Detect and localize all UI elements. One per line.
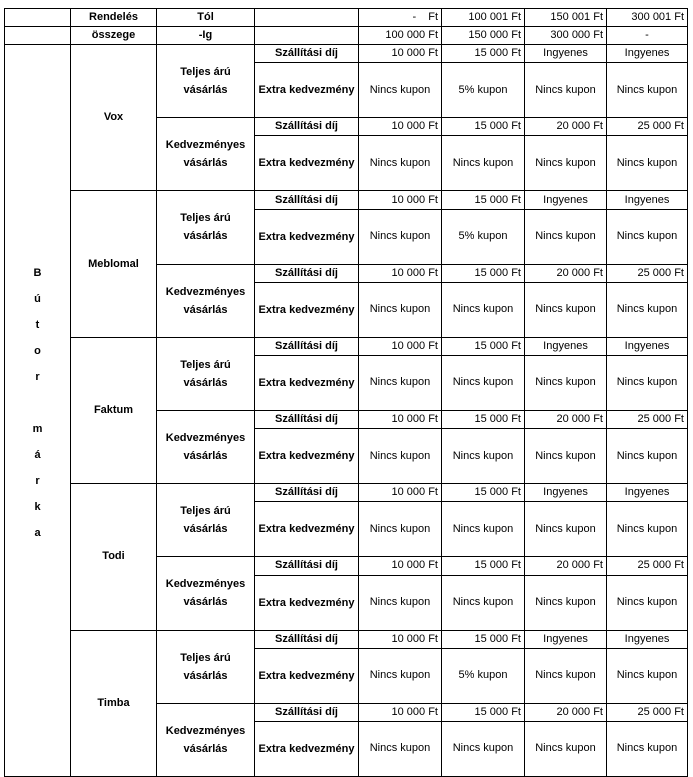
header-empty-cell: [5, 9, 71, 27]
extra-discount-value: Nincs kupon: [607, 429, 688, 484]
extra-discount-value: Nincs kupon: [442, 502, 525, 557]
shipping-fee-label: Szállítási díj: [255, 45, 359, 63]
header-empty-cell: [255, 9, 359, 27]
shipping-fee-value: Ingyenes: [607, 337, 688, 355]
side-label-letter: a: [34, 527, 41, 540]
extra-discount-value: Nincs kupon: [525, 575, 607, 630]
extra-discount-value: Nincs kupon: [359, 136, 442, 191]
extra-discount-value: Nincs kupon: [359, 63, 442, 118]
shipping-fee-value: 20 000 Ft: [525, 264, 607, 282]
extra-discount-value: Nincs kupon: [607, 575, 688, 630]
extra-discount-value: Nincs kupon: [607, 282, 688, 337]
shipping-fee-label: Szállítási díj: [255, 557, 359, 575]
header-to-label: -Ig: [157, 27, 255, 45]
shipping-fee-value: Ingyenes: [607, 191, 688, 209]
extra-discount-value: Nincs kupon: [525, 209, 607, 264]
pricing-table: [4, 8, 688, 777]
shipping-fee-value: 10 000 Ft: [359, 337, 442, 355]
shipping-fee-value: 10 000 Ft: [359, 264, 442, 282]
brand-row: [5, 191, 688, 209]
extra-discount-label: Extra kedvezmény: [255, 282, 359, 337]
shipping-fee-value: Ingyenes: [525, 484, 607, 502]
side-label-letter: o: [34, 345, 41, 358]
purchase-type-discounted: Kedvezményes vásárlás: [157, 118, 255, 191]
extra-discount-value: Nincs kupon: [359, 575, 442, 630]
extra-discount-value: Nincs kupon: [442, 721, 525, 776]
purchase-type-full-price: Teljes árú vásárlás: [157, 630, 255, 703]
side-label-letter: r: [35, 475, 40, 488]
extra-discount-value: Nincs kupon: [359, 648, 442, 703]
brand-name: Faktum: [71, 337, 157, 483]
header-from-label: Tól: [157, 9, 255, 27]
extra-discount-value: Nincs kupon: [442, 356, 525, 411]
shipping-fee-label: Szállítási díj: [255, 337, 359, 355]
shipping-fee-value: 10 000 Ft: [359, 630, 442, 648]
side-label-letter: ú: [34, 293, 41, 306]
side-label-letter: á: [34, 449, 41, 462]
header-to-value: 300 000 Ft: [525, 27, 607, 45]
purchase-type-full-price: Teljes árú vásárlás: [157, 337, 255, 410]
extra-discount-value: Nincs kupon: [442, 282, 525, 337]
shipping-fee-label: Szállítási díj: [255, 118, 359, 136]
shipping-fee-value: 15 000 Ft: [442, 337, 525, 355]
shipping-fee-value: Ingyenes: [607, 45, 688, 63]
extra-discount-value: Nincs kupon: [525, 356, 607, 411]
extra-discount-label: Extra kedvezmény: [255, 721, 359, 776]
header-to-value: 150 000 Ft: [442, 27, 525, 45]
extra-discount-value: Nincs kupon: [359, 502, 442, 557]
extra-discount-value: Nincs kupon: [359, 356, 442, 411]
shipping-fee-value: 15 000 Ft: [442, 703, 525, 721]
brand-row: [5, 337, 688, 355]
extra-discount-value: Nincs kupon: [525, 502, 607, 557]
extra-discount-value: 5% kupon: [442, 63, 525, 118]
side-label-letter: m: [32, 423, 43, 436]
extra-discount-label: Extra kedvezmény: [255, 502, 359, 557]
shipping-fee-value: 25 000 Ft: [607, 410, 688, 428]
header-from-value: 300 001 Ft: [607, 9, 688, 27]
shipping-fee-value: 25 000 Ft: [607, 557, 688, 575]
header-to-value: -: [607, 27, 688, 45]
extra-discount-value: Nincs kupon: [607, 209, 688, 264]
purchase-type-discounted: Kedvezményes vásárlás: [157, 264, 255, 337]
shipping-fee-value: 10 000 Ft: [359, 484, 442, 502]
shipping-fee-value: 15 000 Ft: [442, 264, 525, 282]
extra-discount-label: Extra kedvezmény: [255, 63, 359, 118]
extra-discount-value: Nincs kupon: [442, 136, 525, 191]
extra-discount-value: 5% kupon: [442, 209, 525, 264]
shipping-fee-value: Ingyenes: [525, 191, 607, 209]
shipping-fee-value: 10 000 Ft: [359, 557, 442, 575]
extra-discount-value: Nincs kupon: [442, 429, 525, 484]
purchase-type-discounted: Kedvezményes vásárlás: [157, 557, 255, 630]
header-from-value: 150 001 Ft: [525, 9, 607, 27]
brand-name: Todi: [71, 484, 157, 630]
header-from-value: - Ft: [359, 9, 442, 27]
purchase-type-full-price: Teljes árú vásárlás: [157, 191, 255, 264]
side-label-letter: t: [35, 319, 40, 332]
header-empty-cell: [255, 27, 359, 45]
header-empty-cell: [5, 27, 71, 45]
extra-discount-label: Extra kedvezmény: [255, 575, 359, 630]
side-label-letter: [8, 397, 67, 410]
shipping-fee-value: Ingyenes: [525, 337, 607, 355]
extra-discount-value: Nincs kupon: [359, 209, 442, 264]
extra-discount-label: Extra kedvezmény: [255, 356, 359, 411]
shipping-fee-value: 15 000 Ft: [442, 118, 525, 136]
shipping-fee-value: 20 000 Ft: [525, 557, 607, 575]
shipping-fee-value: Ingyenes: [525, 630, 607, 648]
extra-discount-value: Nincs kupon: [525, 136, 607, 191]
shipping-fee-label: Szállítási díj: [255, 191, 359, 209]
shipping-fee-value: 25 000 Ft: [607, 118, 688, 136]
header-order-label-2: összege: [71, 27, 157, 45]
shipping-fee-value: 10 000 Ft: [359, 410, 442, 428]
purchase-type-full-price: Teljes árú vásárlás: [157, 45, 255, 118]
brand-row: [5, 45, 688, 63]
purchase-type-discounted: Kedvezményes vásárlás: [157, 410, 255, 483]
shipping-fee-value: 20 000 Ft: [525, 118, 607, 136]
shipping-fee-value: 15 000 Ft: [442, 45, 525, 63]
extra-discount-value: Nincs kupon: [525, 721, 607, 776]
side-label-letter: r: [35, 371, 40, 384]
shipping-fee-value: 15 000 Ft: [442, 410, 525, 428]
extra-discount-value: Nincs kupon: [607, 356, 688, 411]
extra-discount-value: Nincs kupon: [359, 282, 442, 337]
extra-discount-value: Nincs kupon: [525, 429, 607, 484]
shipping-fee-value: Ingyenes: [607, 630, 688, 648]
side-label-letter: B: [33, 267, 42, 280]
header-row-from: [5, 9, 688, 27]
extra-discount-value: Nincs kupon: [607, 63, 688, 118]
brand-name: Vox: [71, 45, 157, 191]
header-from-value: 100 001 Ft: [442, 9, 525, 27]
header-order-label-1: Rendelés: [71, 9, 157, 27]
extra-discount-value: Nincs kupon: [359, 721, 442, 776]
shipping-fee-label: Szállítási díj: [255, 410, 359, 428]
shipping-fee-value: Ingyenes: [525, 45, 607, 63]
extra-discount-label: Extra kedvezmény: [255, 136, 359, 191]
shipping-fee-value: Ingyenes: [607, 484, 688, 502]
brand-row: [5, 484, 688, 502]
purchase-type-full-price: Teljes árú vásárlás: [157, 484, 255, 557]
extra-discount-value: Nincs kupon: [525, 648, 607, 703]
shipping-fee-value: 20 000 Ft: [525, 703, 607, 721]
shipping-fee-value: 10 000 Ft: [359, 45, 442, 63]
extra-discount-label: Extra kedvezmény: [255, 429, 359, 484]
shipping-fee-label: Szállítási díj: [255, 703, 359, 721]
extra-discount-label: Extra kedvezmény: [255, 209, 359, 264]
side-label-letter: k: [34, 501, 41, 514]
brand-row: [5, 630, 688, 648]
shipping-fee-value: 25 000 Ft: [607, 264, 688, 282]
shipping-fee-value: 10 000 Ft: [359, 703, 442, 721]
shipping-fee-value: 20 000 Ft: [525, 410, 607, 428]
shipping-fee-value: 10 000 Ft: [359, 118, 442, 136]
shipping-fee-label: Szállítási díj: [255, 484, 359, 502]
shipping-fee-value: 25 000 Ft: [607, 703, 688, 721]
extra-discount-value: Nincs kupon: [607, 136, 688, 191]
extra-discount-value: 5% kupon: [442, 648, 525, 703]
extra-discount-value: Nincs kupon: [359, 429, 442, 484]
extra-discount-value: Nincs kupon: [607, 648, 688, 703]
extra-discount-value: Nincs kupon: [607, 502, 688, 557]
extra-discount-value: Nincs kupon: [525, 63, 607, 118]
extra-discount-value: Nincs kupon: [525, 282, 607, 337]
extra-discount-value: Nincs kupon: [442, 575, 525, 630]
header-row-to: [5, 27, 688, 45]
brand-name: Timba: [71, 630, 157, 776]
shipping-fee-label: Szállítási díj: [255, 630, 359, 648]
purchase-type-discounted: Kedvezményes vásárlás: [157, 703, 255, 776]
brand-name: Meblomal: [71, 191, 157, 337]
side-label-furniture-brand: [5, 45, 71, 777]
shipping-fee-value: 15 000 Ft: [442, 191, 525, 209]
header-to-value: 100 000 Ft: [359, 27, 442, 45]
extra-discount-label: Extra kedvezmény: [255, 648, 359, 703]
shipping-fee-value: 15 000 Ft: [442, 484, 525, 502]
shipping-fee-value: 15 000 Ft: [442, 557, 525, 575]
extra-discount-value: Nincs kupon: [607, 721, 688, 776]
shipping-fee-value: 15 000 Ft: [442, 630, 525, 648]
shipping-fee-label: Szállítási díj: [255, 264, 359, 282]
shipping-fee-value: 10 000 Ft: [359, 191, 442, 209]
